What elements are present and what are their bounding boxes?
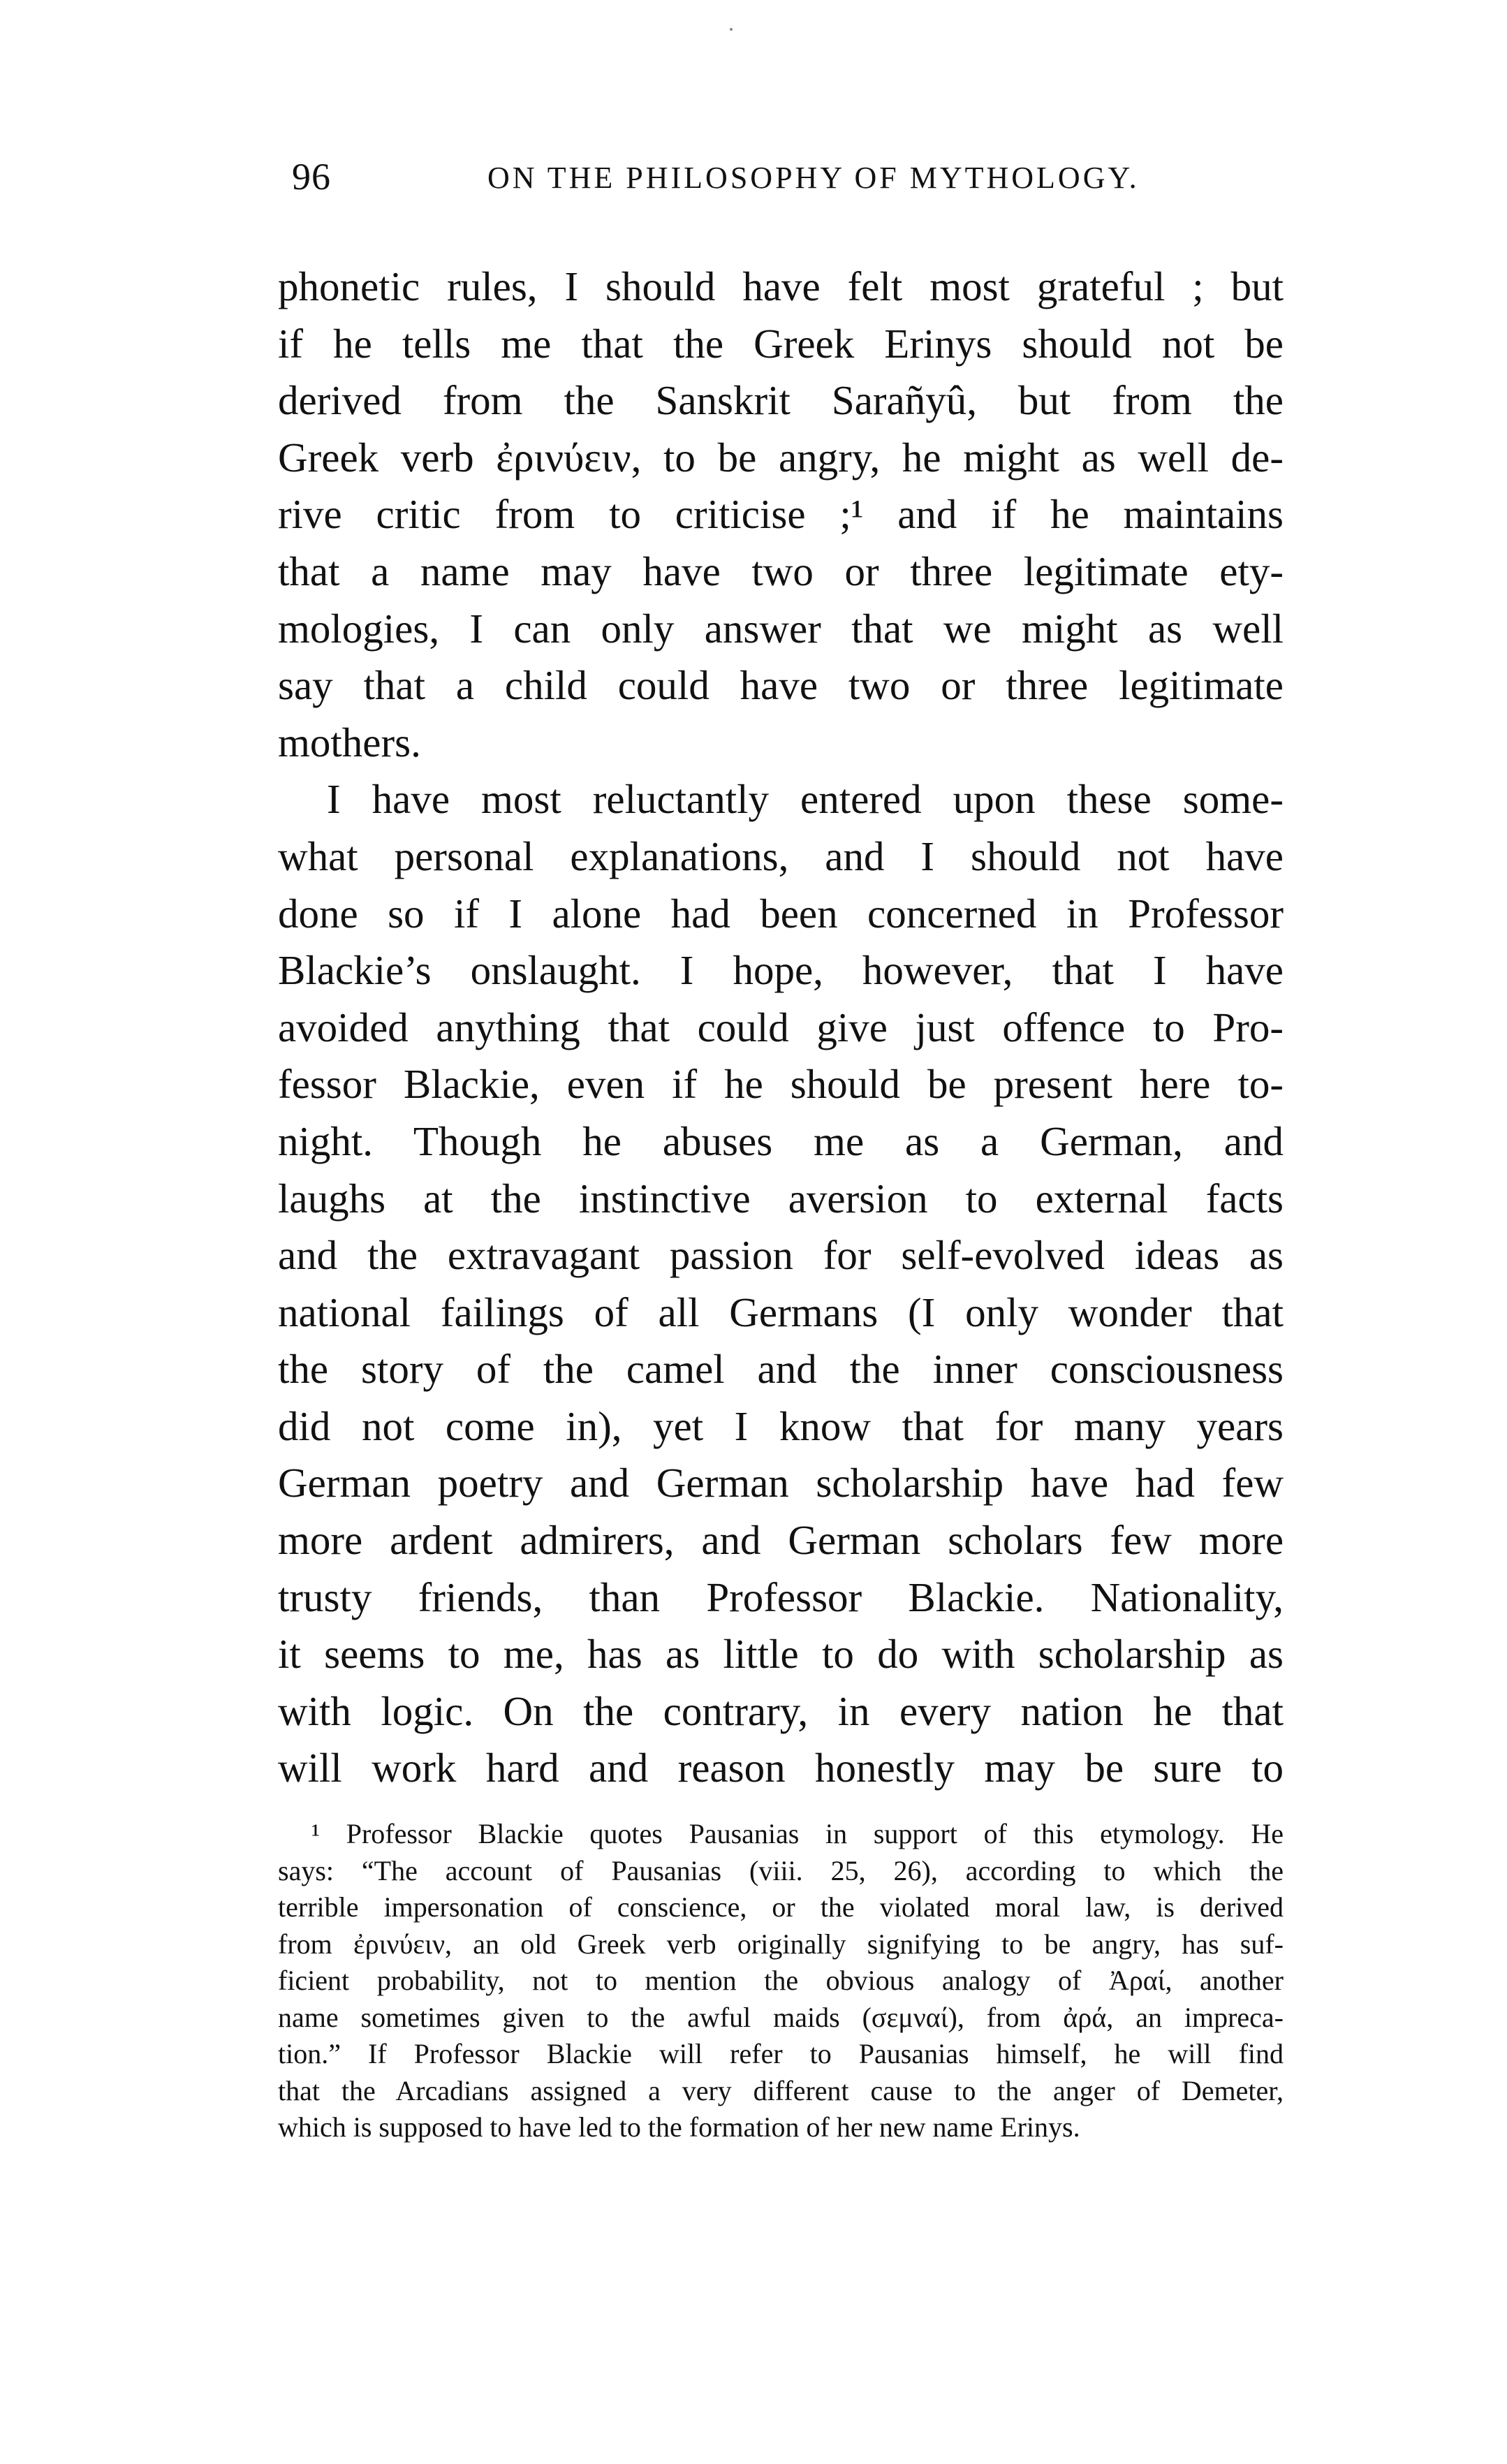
footnote-line: ficient probability, not to mention the obvious analogy of Ἀραί, another xyxy=(278,1965,1284,1996)
footnote-line: from ἐρινύειν, an old Greek verb originally signifying to be angry, has suf- xyxy=(278,1928,1284,1960)
running-head: ON THE PHILOSOPHY OF MYTHOLOGY. xyxy=(487,161,1140,195)
text-line: Blackie’s onslaught. I hope, however, that I have xyxy=(278,947,1284,994)
footnote-line: which is supposed to have led to the formation of her new name Erinys. xyxy=(278,2111,1080,2143)
text-line: avoided anything that could give just offence to Pro- xyxy=(278,1004,1284,1050)
text-line: trusty friends, than Professor Blackie. Nationality, xyxy=(278,1574,1284,1620)
footnote xyxy=(278,1816,1284,2146)
footnote-line: ¹ Professor Blackie quotes Pausanias in support of this etymology. He xyxy=(311,1818,1284,1849)
text-line: did not come in), yet I know that for many years xyxy=(278,1402,1284,1449)
text-line: that a name may have two or three legitimate ety- xyxy=(278,548,1284,594)
text-line: done so if I alone had been concerned in Professor xyxy=(278,890,1284,937)
text-line: it seems to me, has as little to do with scholarship as xyxy=(278,1631,1284,1678)
text-line: night. Though he abuses me as a German, and xyxy=(278,1117,1284,1164)
footnote-line: says: “The account of Pausanias (viii. 25, 26), according to which the xyxy=(278,1854,1284,1886)
text-line: say that a child could have two or three legitimate xyxy=(278,662,1284,709)
footnote-line: that the Arcadians assigned a very different cause to the anger of Demeter, xyxy=(278,2074,1284,2106)
text-line: rive critic from to criticise ;¹ and if he maintains xyxy=(278,491,1284,538)
text-line: mologies, I can only answer that we might as well xyxy=(278,605,1284,652)
text-line: fessor Blackie, even if he should be present here to- xyxy=(278,1061,1284,1108)
text-line: with logic. On the contrary, in every nation he that xyxy=(278,1687,1284,1734)
text-line: the story of the camel and the inner consciousness xyxy=(278,1346,1284,1393)
text-line: German poetry and German scholarship have had few xyxy=(278,1460,1284,1506)
text-line: Greek verb ἐρινύειν, to be angry, he might as well de- xyxy=(278,434,1284,481)
text-line: what personal explanations, and I should not have xyxy=(278,833,1284,879)
text-line: if he tells me that the Greek Erinys should not be xyxy=(278,320,1284,367)
text-line: phonetic rules, I should have felt most grateful ; but xyxy=(278,263,1284,309)
text-line: laughs at the instinctive aversion to external facts xyxy=(278,1175,1284,1222)
page-header xyxy=(292,152,1273,201)
footnote-line: terrible impersonation of conscience, or the violated moral law, is derived xyxy=(278,1891,1284,1923)
text-line: more ardent admirers, and German scholars few more xyxy=(278,1517,1284,1564)
page-speck xyxy=(730,28,733,31)
text-line: will work hard and reason honestly may be sure to xyxy=(278,1745,1284,1791)
text-line: and the extravagant passion for self-evolved ideas as xyxy=(278,1232,1284,1279)
text-line: derived from the Sanskrit Sarañyû, but from the xyxy=(278,377,1284,424)
body-text xyxy=(278,258,1284,1797)
page-number: 96 xyxy=(292,156,331,198)
footnote-line: name sometimes given to the awful maids (σεμναί), from ἀρά, an impreca- xyxy=(278,2001,1284,2033)
text-line: mothers. xyxy=(278,719,421,765)
text-line: national failings of all Germans (I only wonder that xyxy=(278,1289,1284,1335)
footnote-line: tion.” If Professor Blackie will refer to Pausanias himself, he will find xyxy=(278,2038,1284,2069)
text-line: I have most reluctantly entered upon these some- xyxy=(327,776,1284,823)
